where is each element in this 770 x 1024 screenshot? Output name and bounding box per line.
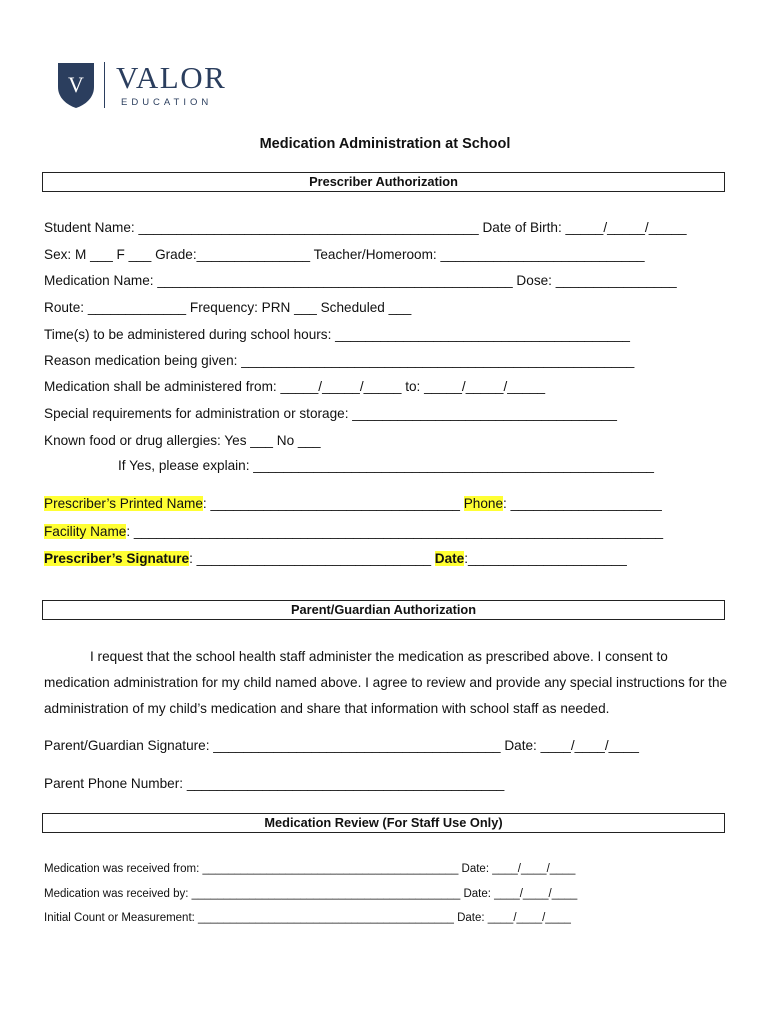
field-prescriber-printed-name[interactable] — [44, 496, 662, 512]
label-date: Date — [434, 551, 465, 566]
field-sex-grade[interactable]: Sex: M ___ F ___ Grade:_______________ Teacher/Homeroom: ___________________________ — [44, 247, 645, 262]
shield-icon — [56, 61, 96, 109]
page-title: Medication Administration at School — [259, 136, 511, 152]
line-facility: : ______________________________________________________________________ — [126, 524, 664, 539]
field-parent-signature[interactable]: Parent/Guardian Signature: ______________________________________ Date: ____/____/____ — [44, 738, 639, 753]
line-date: :_____________________ — [464, 551, 627, 566]
field-times[interactable]: Time(s) to be administered during school hours: _______________________________________ — [44, 327, 630, 342]
section-review-header: Medication Review (For Staff Use Only) — [42, 813, 725, 833]
section-parent-header: Parent/Guardian Authorization — [42, 600, 725, 620]
field-reason[interactable]: Reason medication being given: ____________________________________________________ — [44, 353, 635, 368]
section-prescriber-header: Prescriber Authorization — [42, 172, 725, 192]
label-signature: Prescriber’s Signature — [44, 551, 190, 566]
field-initial-count[interactable]: Initial Count or Measurement: ________________________________________ Date: ____/____/____ — [44, 912, 571, 924]
field-allergy-explain[interactable]: If Yes, please explain: _____________________________________________________ — [118, 458, 654, 473]
logo-subtitle: EDUCATION — [121, 97, 213, 108]
logo-name: VALOR — [116, 60, 227, 95]
field-medication-name[interactable]: Medication Name: _______________________________________________ Dose: ________________ — [44, 273, 677, 288]
line-phone: : ____________________ — [503, 496, 662, 511]
parent-consent-paragraph: I request that the school health staff administer the medication as prescribed above. I consent to medication administration for my child named above. I agree to review and provide any special instructions for the administration of my child’s medication and share that information with school staff as needed. — [44, 649, 728, 716]
line-printed-name: : _________________________________ — [202, 496, 464, 511]
field-parent-phone[interactable]: Parent Phone Number: __________________________________________ — [44, 776, 505, 791]
field-allergies[interactable]: Known food or drug allergies: Yes ___ No ___ — [44, 433, 321, 448]
label-phone: Phone — [463, 496, 504, 511]
logo-divider — [104, 62, 105, 108]
field-facility-name[interactable] — [44, 524, 663, 540]
line-signature: : _______________________________ — [189, 551, 435, 566]
field-prescriber-signature[interactable] — [44, 551, 627, 567]
label-facility: Facility Name — [44, 524, 127, 539]
field-administered-from[interactable]: Medication shall be administered from: _____/_____/_____ to: _____/_____/_____ — [44, 379, 546, 394]
field-received-by[interactable]: Medication was received by: __________________________________________ Date: ____/____/____ — [44, 888, 578, 900]
label-printed-name: Prescriber’s Printed Name — [44, 496, 203, 511]
field-route-frequency[interactable]: Route: _____________ Frequency: PRN ___ Scheduled ___ — [44, 300, 412, 315]
field-received-from[interactable]: Medication was received from: ________________________________________ Date: ____/____/____ — [44, 863, 576, 875]
field-student-name[interactable]: Student Name: _____________________________________________ Date of Birth: _____/_____/_____ — [44, 220, 687, 235]
svg-text:V: V — [68, 72, 84, 97]
field-special-requirements[interactable]: Special requirements for administration or storage: ___________________________________ — [44, 406, 617, 421]
